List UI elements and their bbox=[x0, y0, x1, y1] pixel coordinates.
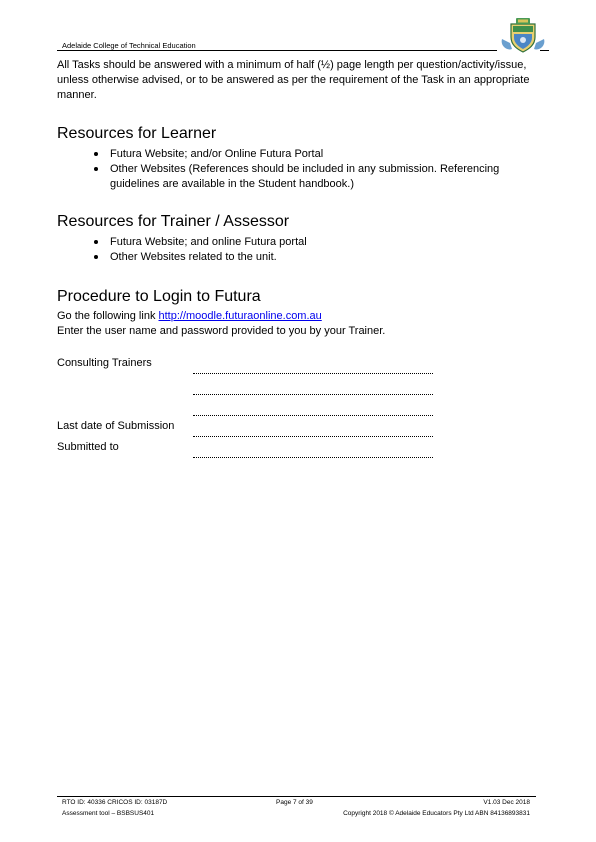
login-link-prefix: Go the following link bbox=[57, 310, 159, 322]
footer-assessment-tool: Assessment tool – BSBSUS401 bbox=[62, 810, 155, 817]
learner-resources-list bbox=[91, 147, 511, 192]
list-item: Other Websites (References should be included in any submission. Referencing guidelines are available in the Student handbook.) bbox=[91, 162, 511, 192]
footer-version: V1.03 Dec 2018 bbox=[483, 799, 530, 806]
footer-rto: RTO ID: 40336 CRICOS ID: 03187D bbox=[62, 799, 168, 806]
submitted-to-label: Submitted to bbox=[57, 441, 119, 453]
trainer-resources-list bbox=[91, 235, 511, 265]
intro-paragraph: All Tasks should be answered with a minimum of half (½) page length per question/activity/issue, unless otherwise advised, or to be answered as per the requirement of the Task in an appropriate manner. bbox=[57, 59, 530, 101]
consulting-trainers-field-2[interactable] bbox=[193, 394, 433, 395]
last-date-label: Last date of Submission bbox=[57, 420, 175, 432]
login-instructions: Enter the user name and password provided to you by your Trainer. bbox=[57, 325, 386, 337]
college-crest-logo-icon bbox=[499, 15, 547, 55]
heading-login-procedure: Procedure to Login to Futura bbox=[57, 288, 261, 305]
heading-resources-learner: Resources for Learner bbox=[57, 125, 217, 142]
consulting-trainers-field-3[interactable] bbox=[193, 415, 433, 416]
list-item: Other Websites related to the unit. bbox=[91, 250, 511, 265]
submitted-to-field[interactable] bbox=[193, 457, 433, 458]
header-divider bbox=[57, 50, 497, 51]
footer-divider bbox=[57, 796, 536, 797]
footer-page-number: Page 7 of 39 bbox=[276, 799, 313, 806]
login-link-line bbox=[57, 309, 322, 324]
heading-resources-trainer: Resources for Trainer / Assessor bbox=[57, 213, 290, 230]
last-date-field[interactable] bbox=[193, 436, 433, 437]
consulting-trainers-label: Consulting Trainers bbox=[57, 357, 152, 369]
list-item: Futura Website; and/or Online Futura Portal bbox=[91, 147, 511, 162]
consulting-trainers-field-1[interactable] bbox=[193, 373, 433, 374]
footer-copyright: Copyright 2018 © Adelaide Educators Pty Ltd ABN 84136893831 bbox=[343, 810, 530, 817]
list-item: Futura Website; and online Futura portal bbox=[91, 235, 511, 250]
header-organization: Adelaide College of Technical Education bbox=[62, 41, 196, 50]
futura-moodle-link[interactable]: http://moodle.futuraonline.com.au bbox=[158, 310, 322, 322]
